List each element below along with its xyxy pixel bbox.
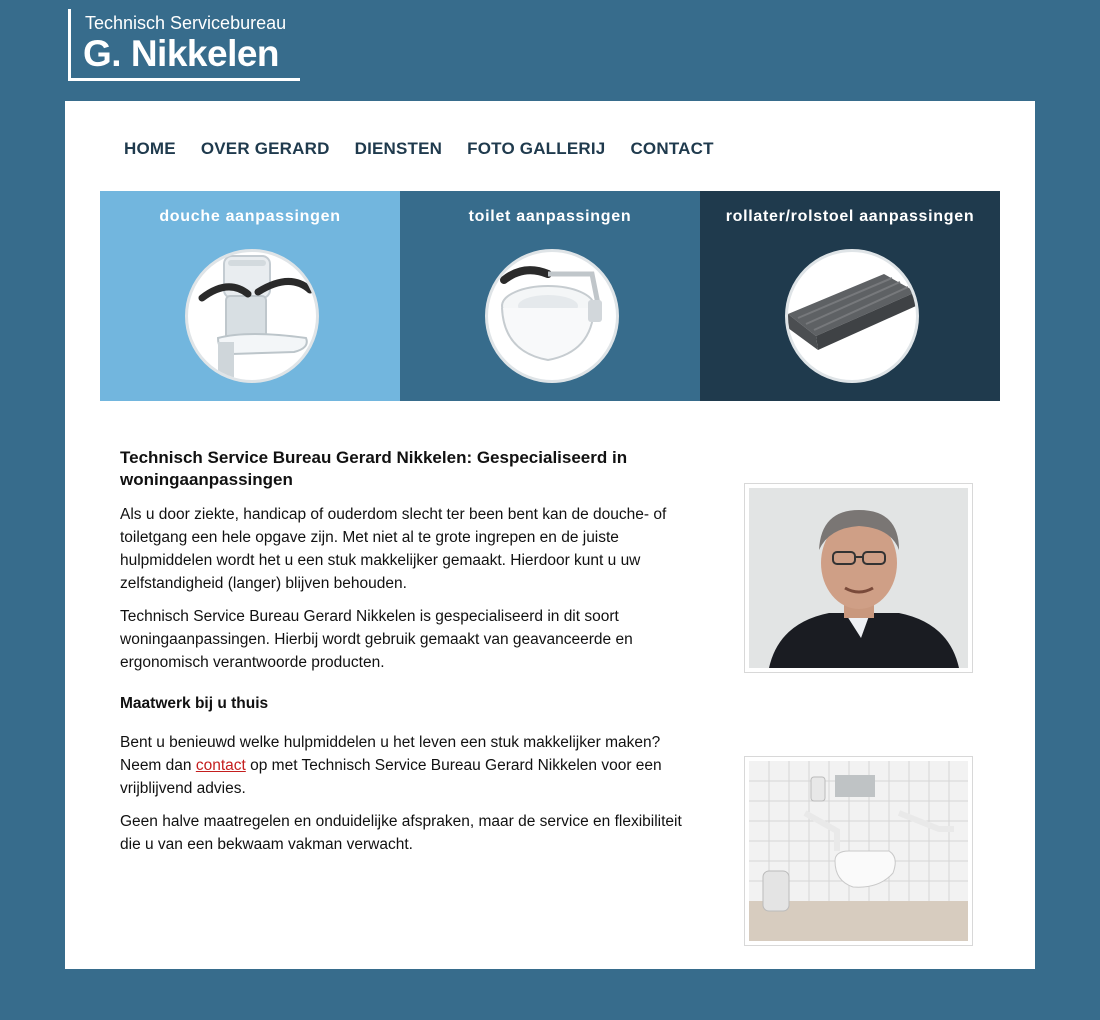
intro-paragraph: Als u door ziekte, handicap of ouderdom slecht ter been bent kan de douche- of toiletgang een hele opgave zijn. Met niet al te grote ingrepen en de juiste hulpmiddelen wordt het u een stuk makkelijker gemaakt. Hierdoor kunt u uw zelfstandigheid (langer) blijven behouden. (120, 506, 667, 592)
portrait-photo (744, 483, 973, 673)
shower-seat-icon (185, 249, 319, 383)
toilet-icon (485, 249, 619, 383)
main-content (120, 447, 700, 866)
tile-toilet-title: toilet aanpassingen (468, 208, 632, 225)
tile-douche[interactable] (100, 191, 400, 401)
tile-douche-title: douche aanpassingen (159, 208, 341, 225)
service-tiles (100, 191, 1000, 401)
nav-over-gerard[interactable]: OVER GERARD (200, 139, 330, 158)
specialization-paragraph: Technisch Service Bureau Gerard Nikkelen is gespecialiseerd in dit soort woningaanpassingen. Hierbij wordt gebruik gemaakt van geavanceerde en ergonomisch verantwoorde producten. (120, 608, 633, 671)
logo-name: G. Nikkelen (83, 33, 280, 74)
contact-link[interactable]: contact (195, 757, 246, 774)
ramp-icon (785, 249, 919, 383)
tile-toilet[interactable] (400, 191, 700, 401)
nav-home[interactable]: HOME (124, 139, 176, 158)
contact-paragraph: Bent u benieuwd welke hulpmiddelen u het leven een stuk makkelijker maken? Neem dan contact op met Technisch Service Bureau Gerard Nikkelen voor een vrijblijvend advies. (120, 734, 662, 797)
page-title: Technisch Service Bureau Gerard Nikkelen: Gespecialiseerd in woningaanpassingen (120, 448, 628, 489)
bathroom-photo (744, 756, 973, 946)
nav-diensten[interactable]: DIENSTEN (354, 139, 443, 158)
content-card (65, 101, 1035, 969)
service-paragraph: Geen halve maatregelen en onduidelijke afspraken, maar de service en flexibiliteit die u van een bekwaam vakman verwacht. (120, 813, 682, 853)
main-nav (124, 139, 714, 159)
logo-subtitle: Technisch Servicebureau (85, 13, 287, 33)
tile-rolstoel[interactable] (700, 191, 1000, 401)
site-logo[interactable] (68, 9, 300, 81)
nav-foto-gallerij[interactable]: FOTO GALLERIJ (467, 139, 606, 158)
section-heading: Maatwerk bij u thuis (120, 695, 269, 712)
tile-rolstoel-title: rollater/rolstoel aanpassingen (725, 208, 975, 225)
nav-contact[interactable]: CONTACT (630, 139, 714, 158)
